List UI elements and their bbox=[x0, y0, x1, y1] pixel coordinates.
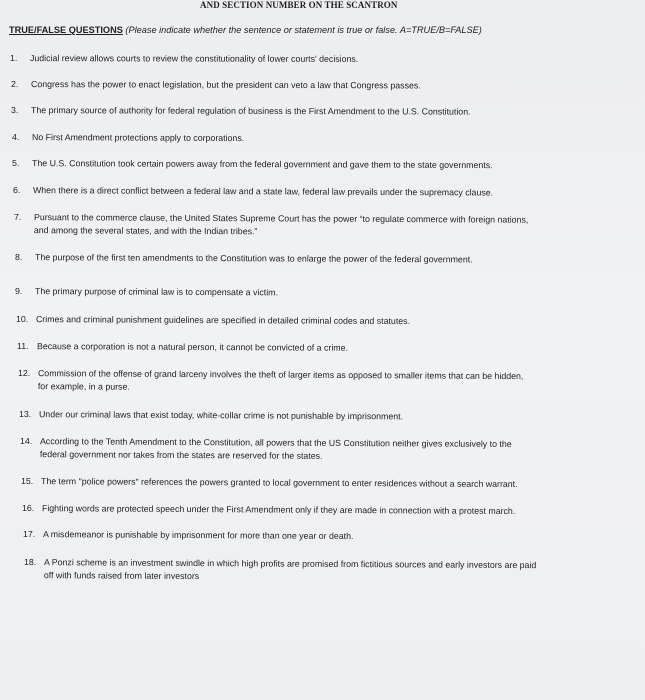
question-item bbox=[17, 340, 348, 354]
question-text: The purpose of the first ten amendments to the Constitution was to enlarge the power of the federal government. bbox=[34, 252, 473, 265]
question-text: Under our criminal laws that exist today, white-collar crime is not punishable by imprisonment. bbox=[38, 409, 404, 422]
question-text: According to the Tenth Amendment to the Constitution, all powers that the US Constitution neither gives exclusively to the bbox=[39, 436, 512, 450]
question-number: 2. bbox=[10, 78, 19, 90]
question-item bbox=[15, 251, 473, 266]
question-item bbox=[22, 502, 515, 518]
question-text: The primary purpose of criminal law is to compensate a victim. bbox=[34, 286, 278, 298]
question-text: No First Amendment protections apply to corporations. bbox=[31, 132, 245, 144]
question-number: 7. bbox=[13, 211, 22, 223]
question-item bbox=[13, 184, 493, 199]
question-item bbox=[20, 435, 512, 463]
question-number: 13. bbox=[18, 408, 32, 420]
question-text-cont: federal government nor takes from the states are reserved for the states. bbox=[39, 448, 323, 461]
question-item bbox=[12, 157, 493, 172]
question-text: A Ponzi scheme is an investment swindle in which high profits are promised from fictitious sources and early investors are paid bbox=[43, 557, 537, 571]
question-number: 14. bbox=[19, 435, 33, 447]
question-item bbox=[12, 131, 244, 145]
question-item bbox=[14, 211, 528, 239]
question-number: 10. bbox=[15, 314, 29, 325]
question-text: Judicial review allows courts to review the constitutionality of lower courts' decisions. bbox=[29, 53, 359, 64]
question-number: 16. bbox=[21, 502, 35, 514]
question-item bbox=[15, 285, 278, 299]
question-text-cont: off with funds raised from later investors bbox=[43, 569, 200, 581]
question-number: 8. bbox=[14, 251, 23, 263]
question-number: 15. bbox=[20, 475, 34, 487]
question-item bbox=[16, 313, 410, 328]
section-title: TRUE/FALSE QUESTIONS bbox=[9, 25, 123, 35]
question-text: Crimes and criminal punishment guidelines are specified in detailed criminal codes and statutes. bbox=[35, 314, 411, 327]
instructions bbox=[9, 25, 629, 35]
question-text: The term "police powers" references the powers granted to local government to enter residences without a search warrant. bbox=[40, 476, 518, 490]
question-text: Because a corporation is not a natural person, it cannot be convicted of a crime. bbox=[36, 341, 349, 353]
question-item bbox=[23, 528, 354, 543]
question-number: 9. bbox=[14, 286, 23, 297]
question-number: 3. bbox=[10, 104, 19, 116]
question-item bbox=[10, 52, 358, 65]
question-item bbox=[19, 408, 403, 423]
question-number: 12. bbox=[17, 367, 31, 379]
question-item bbox=[11, 78, 421, 92]
question-text: Congress has the power to enact legislation, but the president can veto a law that Congress passes. bbox=[30, 79, 421, 91]
question-number: 11. bbox=[16, 341, 29, 352]
page-header bbox=[200, 0, 398, 10]
question-number: 1. bbox=[9, 52, 18, 64]
question-number: 6. bbox=[12, 184, 21, 196]
question-text: Fighting words are protected speech under the First Amendment only if they are made in connection with a protest march. bbox=[41, 503, 516, 517]
question-item bbox=[11, 104, 471, 118]
question-text-cont: and among the several states, and with the Indian tribes.” bbox=[33, 224, 258, 236]
question-item bbox=[18, 367, 524, 395]
question-number: 4. bbox=[11, 131, 20, 143]
question-text: A misdemeanor is punishable by imprisonment for more than one year or death. bbox=[42, 529, 354, 542]
question-number: 5. bbox=[11, 157, 20, 169]
question-item bbox=[24, 556, 537, 584]
question-number: 17. bbox=[22, 529, 36, 540]
question-text-cont: for example, in a purse. bbox=[37, 380, 130, 392]
instructions-text: (Please indicate whether the sentence or statement is true or false. A=TRUE/B=FALSE) bbox=[125, 25, 482, 35]
question-text: Pursuant to the commerce clause, the United States Supreme Court has the power “to regulate commerce with foreign nations, bbox=[33, 212, 529, 225]
header-text: AND SECTION NUMBER ON THE SCANTRON bbox=[200, 0, 398, 10]
question-text: The U.S. Constitution took certain powers away from the federal government and gave them to the state governments. bbox=[31, 158, 493, 171]
question-item bbox=[21, 475, 518, 491]
question-text: Commission of the offense of grand larceny involves the theft of larger items as opposed to smaller items that can be hidden, bbox=[37, 368, 524, 382]
question-text: The primary source of authority for federal regulation of business is the First Amendment to the U.S. Constitution. bbox=[30, 105, 471, 117]
question-text: When there is a direct conflict between a federal law and a state law, federal law prevails under the supremacy clause. bbox=[32, 185, 494, 198]
question-number: 18. bbox=[23, 557, 37, 568]
